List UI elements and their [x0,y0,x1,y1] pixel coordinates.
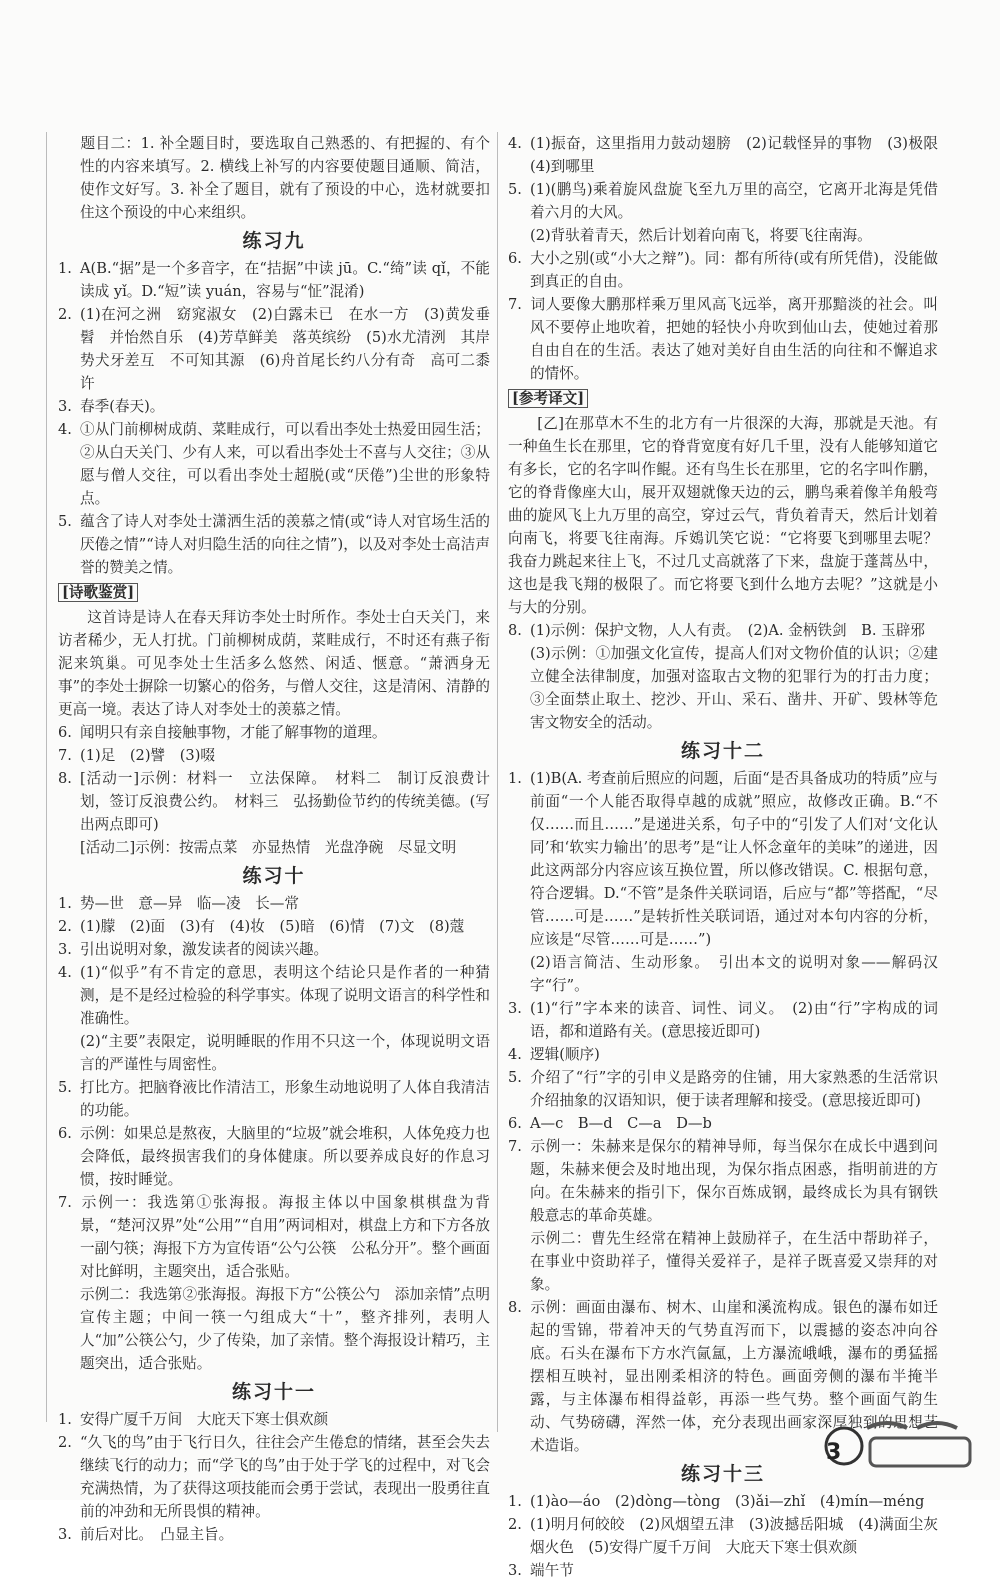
answer-item [508,997,938,1043]
answer-number: 8. [508,622,522,639]
answer-item [58,767,490,836]
section-12-items [508,767,938,1457]
page-number: 3 [826,1440,842,1465]
answer-item [508,132,953,178]
answer-item [58,510,490,579]
answer-text: 安得广厦千万间 大庇天下寒士俱欢颜 [80,1411,329,1428]
activity-two: [活动二]示例：按需点菜 亦显热情 光盘净碗 尽显文明 [80,839,457,856]
answer-item [58,1076,490,1122]
section-10-items [58,892,490,1375]
section-title-12: 练习十二 [680,740,765,762]
answer-text: (1)振奋，这里指用力鼓动翅膀 (2)记载怪异的事物 (3)极限 (4)到哪里 [530,135,953,175]
answer-number: 5. [58,513,72,530]
answer-text: (1)(鹏鸟)乘着旋风盘旋飞至九万里的高空，它离开北海是凭借着六月的大风。 [530,181,938,221]
intro-text: 题目二：1. 补全题目时，要选取自己熟悉的、有把握的、有个性的内容来填写。2. 横线上补写的内容要使题目通顺、简洁，使作文好写。3. 补全了题目，就有了预设的中心，选材就要扣住这个预设的中心来组织。 [80,135,490,221]
answer-number: 7. [508,1138,522,1155]
answer-number: 7. [508,296,522,313]
answer-text: (1)足 (2)譬 (3)啜 [80,747,215,764]
answer-number: 8. [508,1299,522,1316]
answer-number: 5. [508,1069,522,1086]
answer-number: 3. [58,941,72,958]
answer-number: 5. [58,1079,72,1096]
section-title-9: 练习九 [242,230,306,252]
answer-text: A—c B—d C—a D—b [530,1115,712,1132]
answer-number: 3. [58,398,72,415]
answer-item [508,1513,938,1559]
answer-number: 6. [58,724,72,741]
answer-item [508,1135,938,1227]
answer-number: 5. [508,181,522,198]
poem-paragraph: 这首诗是诗人在春天拜访李处士时所作。李处士白天关门，来访者稀少，无人打扰。门前柳树成荫，菜畦成行，不时还有燕子衔泥来筑巢。可见李处士生活多么悠然、闲适、惬意。“萧洒身无事”的李处士摒除一切繁心的俗务，与僧人交往，这是清闲、清静的更高一境。表达了诗人对李处士的羡慕之情。 [58,609,490,718]
answer-text: 示例一：朱赫来是保尔的精神导师，每当保尔在成长中遇到问题，朱赫来便会及时地出现，为保尔指点困惑，指明前进的方向。在朱赫来的指引下，保尔百炼成钢，最终成长为具有钢铁般意志的革命英雄。 [530,1138,938,1224]
answer-item [58,1191,490,1283]
answer-item [508,178,938,224]
answer-text: 示例：如果总是熬夜，大脑里的“垃圾”就会堆积，人体免疫力也会降低，最终损害我们的身体健康。所以要养成良好的作息习惯，按时睡觉。 [80,1125,490,1188]
answer-text: ①从门前柳树成荫、菜畦成行，可以看出李处士热爱田园生活；②从白天关门、少有人来，可以看出李处士不喜与人交往；③从愿与僧人交往，可以看出李处士超脱(或“厌倦”)尘世的形象特点。 [80,421,490,507]
answer-item [58,892,490,915]
answer-item [508,1112,938,1135]
answer-item [58,395,490,418]
answer-text: 词人要像大鹏那样乘万里风高飞远举，离开那黯淡的社会。叫风不要停止地吹着，把她的轻快小舟吹到仙山去，使她过着那自由自在的生活。表达了她对美好自由生活的向往和不懈追求的情怀。 [530,296,938,382]
answer-item [58,961,490,1030]
section-title-11: 练习十一 [231,1381,316,1403]
answer-text: [活动一]示例：材料一 立法保障。 材料二 制订反浪费计划，签订反浪费公约。 材料三 弘扬勤俭节约的传统美德。(写出两点即可) [80,770,490,833]
answer-number: 7. [58,747,72,764]
answer-text: 端午节 [530,1562,574,1579]
column-divider [497,132,498,1432]
answer-text: A(B.“据”是一个多音字，在“拮据”中读 jū。C.“绮”读 qǐ，不能读成 yǐ。D.“短”读 yuán，容易与“怔”混淆) [80,260,490,300]
section-title-10: 练习十 [242,865,306,887]
answer-item [508,951,938,997]
answer-number: 8. [58,770,72,787]
answer-number: 4. [508,1046,522,1063]
answer-item [508,767,938,951]
answer-item [58,418,490,510]
answer-item [508,1490,938,1513]
answer-text: 闻明只有亲自接触事物，才能了解事物的道理。 [80,724,387,741]
answer-number: 7. [58,1194,72,1211]
answer-text: 打比方。把脑脊液比作清洁工，形象生动地说明了人体自我清洁的功能。 [80,1079,490,1119]
answer-text: 势—世 意—异 临—凌 长—常 [80,895,299,912]
answer-item [58,744,490,767]
answer-item [58,1122,490,1191]
answer-number: 6. [58,1125,72,1142]
answer-number: 4. [58,421,72,438]
answer-text: 示例一：我选第①张海报。海报主体以中国象棋棋盘为背景，“楚河汉界”处“公用”“自用”两词相对，棋盘上方和下方各放一副勺筷；海报下方为宣传语“公勺公筷 公私分开”。整个画面对比鲜明，主题突出，适合张贴。 [80,1194,490,1280]
answer-text: 示例二：我选第②张海报。海报下方“公筷公勺 添加亲情”点明宣传主题；中间一筷一勺组成大“十”，整齐排列，表明人人“加”公筷公勺，少了传染，加了亲情。整个海报设计精巧，主题突出，适合张贴。 [80,1286,490,1372]
answer-number: 3. [508,1000,522,1017]
right-top-items [508,132,953,385]
answer-number: 4. [508,135,522,152]
poem-tag: [诗歌鉴赏] [58,581,490,604]
section-11-items [58,1408,490,1546]
answer-item [58,1431,490,1523]
answer-number: 1. [508,1493,522,1510]
answer-item [508,642,938,734]
answer-number: 1. [58,260,72,277]
left-margin-rule [46,132,47,1422]
answer-number: 2. [58,1434,72,1451]
answer-text: 大小之别(或“小大之辩”)。同：都有所待(或有所凭借)，没能做到真正的自由。 [530,250,938,290]
answer-item [58,1408,490,1431]
answer-text: 前后对比。 凸显主旨。 [80,1526,234,1543]
answer-item [508,293,938,385]
reference-translation: [乙]在那草木不生的北方有一片很深的大海，那就是天池。有一种鱼生长在那里，它的脊背宽度有好几千里，没有人能够知道它有多长，它的名字叫作鲲。还有鸟生长在那里，它的名字叫作鹏，它的脊背像座大山，展开双翅就像天边的云，鹏鸟乘着像羊角般弯曲的旋风飞上九万里的高空，穿过云气，背负着青天，然后计划着向南飞，将要飞往南海。斥鴳讥笑它说：“它将要飞到哪里去呢？我奋力跳起来往上飞，不过几丈高就落了下来，盘旋于蓬蒿丛中，这也是我飞翔的极限了。而它将要飞到什么地方去呢？”这就是小与大的分别。 [508,415,938,616]
answer-number: 6. [508,1115,522,1132]
answer-item [508,619,938,642]
answer-number: 3. [58,1526,72,1543]
answer-number: 2. [58,918,72,935]
answer-text: (1)ào—áo (2)dòng—tòng (3)ǎi—zhǐ (4)mín—méng [530,1493,925,1510]
answer-item [508,1227,938,1296]
answer-item [508,247,938,293]
answer-text: (1)在河之洲 窈窕淑女 (2)白露未已 在水一方 (3)黄发垂髫 并怡然自乐 (4)芳草鲜美 落英缤纷 (5)水尤清洌 其岸势犬牙差互 不可知其源 (6)舟首尾长约八分有奇 高可二黍许 [80,306,490,392]
answer-item [508,224,938,247]
answer-text: (2)“主要”表限定，说明睡眠的作用不只这一个，体现说明文语言的严谨性与周密性。 [80,1033,490,1073]
answer-text: 介绍了“行”字的引申义是路旁的住铺，用大家熟悉的生活常识介绍抽象的汉语知识，便于读者理解和接受。(意思接近即可) [530,1069,938,1109]
reference-translation-tag: [参考译文] [508,387,938,410]
answer-text: (2)背驮着青天，然后计划着向南飞，将要飞往南海。 [530,227,872,244]
answer-number: 1. [58,1411,72,1428]
answer-item [508,1066,938,1112]
answer-text: 春季(春天)。 [80,398,165,415]
answer-number: 6. [508,250,522,267]
answer-number: 2. [508,1516,522,1533]
answer-item [58,1523,490,1546]
answer-number: 1. [508,770,522,787]
answer-number: 4. [58,964,72,981]
answer-item [58,1283,490,1375]
answer-item [58,938,490,961]
section-9-items [58,257,490,579]
answer-item [58,1030,490,1076]
answer-number: 1. [58,895,72,912]
answer-text: (2)语言简洁、生动形象。 引出本文的说明对象——解码汉字“行”。 [530,954,938,994]
answer-item [58,303,490,395]
answer-text: (1)“似乎”有不肯定的意思，表明这个结论只是作者的一种猜测，是不是经过检验的科学事实。体现了说明文语言的科学性和准确性。 [80,964,490,1027]
answer-text: 示例二：曹先生经常在精神上鼓励祥子，在生活中帮助祥子，在事业中资助祥子，懂得关爱祥子，是祥子既喜爱又崇拜的对象。 [530,1230,938,1293]
answer-text: 逻辑(顺序) [530,1046,600,1063]
answer-text: (1)示例：保护文物，人人有责。 (2)A. 金柄铁剑 B. 玉辟邪 [530,622,925,639]
section-13-items [508,1490,938,1582]
answer-text: (3)示例：①加强文化宣传，提高人们对文物价值的认识；②建立健全法律制度，加强对盗取古文物的犯罪行为的打击力度；③全面禁止取土、挖沙、开山、采石、凿井、开矿、毁林等危害文物安全的活动。 [530,645,938,731]
answer-item [58,915,490,938]
answer-item [58,721,490,744]
right-column [508,132,953,1582]
right-top-items-cont [508,619,938,734]
answer-text: (1)朦 (2)面 (3)有 (4)妆 (5)暗 (6)情 (7)文 (8)蔻 [80,918,465,935]
answer-text: (1)B(A. 考查前后照应的问题，后面“是否具备成功的特质”应与前面“一个人能否取得卓越的成就”照应，故修改正确。B.“不仅……而且……”是递进关系，句子中的“引发了人们对‘文化认同’和‘软实力输出’的思考”是“让人怀念童年的美味”的递进，因此这两部分内容应该互换位置，所以修改错误。C. 根据句意，符合逻辑。D.“不管”是条件关联词语，后应与“都”等搭配，“尽管……可是……”是转折性关联词语，通过对本句内容的分析，应该是“尽管……可是……”) [530,770,938,948]
answer-text: 引出说明对象，激发读者的阅读兴趣。 [80,941,329,958]
answer-text: “久飞的鸟”由于飞行日久，往往会产生倦怠的情绪，甚至会失去继续飞行的动力；而“学飞的鸟”由于处于学飞的过程中，对飞会充满热情，为了获得这项技能而会勇于尝试，表现出一股勇往直前的冲劲和无所畏惧的精神。 [80,1434,490,1520]
answer-item [508,1043,938,1066]
answer-text: (1)“行”字本来的读音、词性、词义。 (2)由“行”字构成的词语，都和道路有关。(意思接近即可) [530,1000,938,1040]
left-column [58,132,490,1546]
section-title-13: 练习十三 [680,1463,765,1485]
answer-item [58,257,490,303]
answer-number: 3. [508,1562,522,1579]
answer-item [508,1559,938,1582]
answer-text: (1)明月何皎皎 (2)风烟望五津 (3)波撼岳阳城 (4)满面尘灰烟火色 (5)安得广厦千万间 大庇天下寒士俱欢颜 [530,1516,938,1556]
answer-text: 蕴含了诗人对李处士潇洒生活的羡慕之情(或“诗人对官场生活的厌倦之情”“诗人对归隐生活的向往之情”)，以及对李处士高洁声誉的赞美之情。 [80,513,490,576]
watermark-logo [822,1408,982,1478]
section-9-items-cont [58,721,490,836]
answer-text: 示例：画面由瀑布、树木、山崖和溪流构成。银色的瀑布如迁起的雪锦，带着冲天的气势直泻而下，以震撼的姿态冲向谷底。石头在瀑布下方水汽氤氲，上方瀑流峨峨，瀑布的勇猛摇摆相互映衬，显出刚柔相济的特色。画面旁侧的瀑布半掩半露，与主体瀑布相得益彰，再添一些气势。整个画面气韵生动、气势磅礴，浑然一体，充分表现出画家深厚独到的思想艺术造诣。 [530,1299,938,1454]
answer-number: 2. [58,306,72,323]
